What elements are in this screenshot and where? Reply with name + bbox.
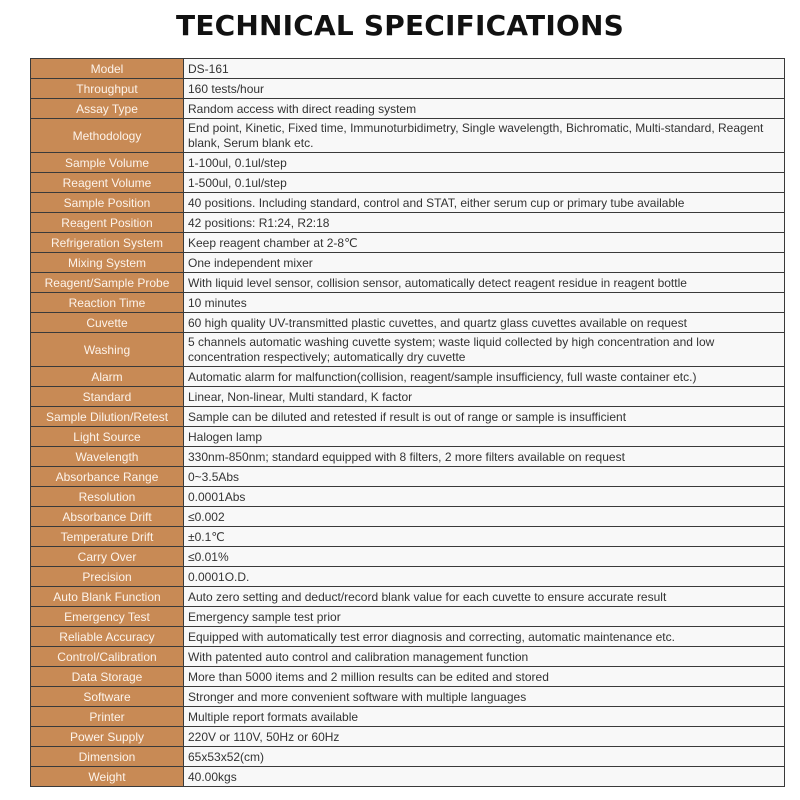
spec-label: Mixing System: [31, 253, 184, 273]
spec-value: Auto zero setting and deduct/record blank value for each cuvette to ensure accurate result: [184, 587, 785, 607]
spec-value: ≤0.002: [184, 507, 785, 527]
spec-row-methodology: [31, 119, 785, 153]
spec-label: Power Supply: [31, 727, 184, 747]
spec-value: Random access with direct reading system: [184, 99, 785, 119]
spec-row-auto-blank-function: [31, 587, 785, 607]
spec-label: Temperature Drift: [31, 527, 184, 547]
spec-row-alarm: [31, 367, 785, 387]
spec-label: Absorbance Drift: [31, 507, 184, 527]
spec-value: ≤0.01%: [184, 547, 785, 567]
spec-row-weight: [31, 767, 785, 787]
spec-value: DS-161: [184, 59, 785, 79]
spec-row-printer: [31, 707, 785, 727]
spec-row-sample-position: [31, 193, 785, 213]
spec-row-washing: [31, 333, 785, 367]
spec-value: 65x53x52(cm): [184, 747, 785, 767]
spec-row-reagent-position: [31, 213, 785, 233]
spec-value: Equipped with automatically test error diagnosis and correcting, automatic maintenance etc.: [184, 627, 785, 647]
spec-label: Carry Over: [31, 547, 184, 567]
spec-row-sample-volume: [31, 153, 785, 173]
spec-label: Control/Calibration: [31, 647, 184, 667]
spec-value: With liquid level sensor, collision sensor, automatically detect reagent residue in reagent bottle: [184, 273, 785, 293]
spec-label: Precision: [31, 567, 184, 587]
spec-row-emergency-test: [31, 607, 785, 627]
spec-value: End point, Kinetic, Fixed time, Immunoturbidimetry, Single wavelength, Bichromatic, Multi-standard, Reagent blank, Serum blank etc.: [184, 119, 785, 153]
spec-label: Sample Volume: [31, 153, 184, 173]
spec-row-dimension: [31, 747, 785, 767]
spec-value: Linear, Non-linear, Multi standard, K factor: [184, 387, 785, 407]
spec-label: Model: [31, 59, 184, 79]
spec-row-temperature-drift: [31, 527, 785, 547]
spec-label: Standard: [31, 387, 184, 407]
spec-label: Resolution: [31, 487, 184, 507]
spec-label: Cuvette: [31, 313, 184, 333]
spec-value: 10 minutes: [184, 293, 785, 313]
spec-row-precision: [31, 567, 785, 587]
spec-label: Reaction Time: [31, 293, 184, 313]
spec-label: Assay Type: [31, 99, 184, 119]
spec-value: 1-500ul, 0.1ul/step: [184, 173, 785, 193]
spec-row-refrigeration-system: [31, 233, 785, 253]
spec-value: 220V or 110V, 50Hz or 60Hz: [184, 727, 785, 747]
spec-row-reaction-time: [31, 293, 785, 313]
spec-row-resolution: [31, 487, 785, 507]
spec-label: Washing: [31, 333, 184, 367]
spec-row-absorbance-range: [31, 467, 785, 487]
spec-value: 60 high quality UV-transmitted plastic cuvettes, and quartz glass cuvettes available on request: [184, 313, 785, 333]
spec-row-standard: [31, 387, 785, 407]
spec-value: 5 channels automatic washing cuvette system; waste liquid collected by high concentration and low concentration respectively; automatically dry cuvette: [184, 333, 785, 367]
spec-label: Reagent/Sample Probe: [31, 273, 184, 293]
spec-label: Absorbance Range: [31, 467, 184, 487]
spec-label: Reagent Position: [31, 213, 184, 233]
spec-value: 1-100ul, 0.1ul/step: [184, 153, 785, 173]
spec-label: Reagent Volume: [31, 173, 184, 193]
spec-label: Software: [31, 687, 184, 707]
spec-value: 330nm-850nm; standard equipped with 8 filters, 2 more filters available on request: [184, 447, 785, 467]
spec-value: ±0.1℃: [184, 527, 785, 547]
spec-value: Multiple report formats available: [184, 707, 785, 727]
spec-value: 0~3.5Abs: [184, 467, 785, 487]
spec-value: Automatic alarm for malfunction(collision, reagent/sample insufficiency, full waste container etc.): [184, 367, 785, 387]
spec-label: Sample Dilution/Retest: [31, 407, 184, 427]
spec-value: One independent mixer: [184, 253, 785, 273]
spec-label: Throughput: [31, 79, 184, 99]
spec-value: 40 positions. Including standard, control and STAT, either serum cup or primary tube available: [184, 193, 785, 213]
spec-row-control-calibration: [31, 647, 785, 667]
spec-label: Printer: [31, 707, 184, 727]
spec-value: Sample can be diluted and retested if result is out of range or sample is insufficient: [184, 407, 785, 427]
spec-label: Alarm: [31, 367, 184, 387]
spec-label: Reliable Accuracy: [31, 627, 184, 647]
spec-value: Emergency sample test prior: [184, 607, 785, 627]
spec-value: Keep reagent chamber at 2-8℃: [184, 233, 785, 253]
spec-row-model: [31, 59, 785, 79]
spec-row-reliable-accuracy: [31, 627, 785, 647]
spec-value: 40.00kgs: [184, 767, 785, 787]
spec-value: With patented auto control and calibration management function: [184, 647, 785, 667]
spec-value: 160 tests/hour: [184, 79, 785, 99]
spec-row-reagent-sample-probe: [31, 273, 785, 293]
spec-label: Dimension: [31, 747, 184, 767]
spec-label: Data Storage: [31, 667, 184, 687]
spec-value: 42 positions: R1:24, R2:18: [184, 213, 785, 233]
spec-row-software: [31, 687, 785, 707]
spec-value: Halogen lamp: [184, 427, 785, 447]
spec-row-sample-dilution-retest: [31, 407, 785, 427]
spec-row-mixing-system: [31, 253, 785, 273]
spec-value: More than 5000 items and 2 million results can be edited and stored: [184, 667, 785, 687]
spec-row-cuvette: [31, 313, 785, 333]
spec-row-light-source: [31, 427, 785, 447]
spec-row-power-supply: [31, 727, 785, 747]
spec-label: Weight: [31, 767, 184, 787]
spec-label: Auto Blank Function: [31, 587, 184, 607]
spec-row-data-storage: [31, 667, 785, 687]
spec-row-carry-over: [31, 547, 785, 567]
spec-table: [30, 58, 785, 787]
page-title: TECHNICAL SPECIFICATIONS: [176, 9, 624, 42]
spec-value: Stronger and more convenient software with multiple languages: [184, 687, 785, 707]
spec-row-assay-type: [31, 99, 785, 119]
spec-row-throughput: [31, 79, 785, 99]
spec-row-reagent-volume: [31, 173, 785, 193]
spec-label: Refrigeration System: [31, 233, 184, 253]
spec-label: Sample Position: [31, 193, 184, 213]
spec-label: Methodology: [31, 119, 184, 153]
spec-value: 0.0001Abs: [184, 487, 785, 507]
spec-label: Light Source: [31, 427, 184, 447]
spec-row-wavelength: [31, 447, 785, 467]
spec-label: Wavelength: [31, 447, 184, 467]
spec-label: Emergency Test: [31, 607, 184, 627]
spec-value: 0.0001O.D.: [184, 567, 785, 587]
spec-row-absorbance-drift: [31, 507, 785, 527]
